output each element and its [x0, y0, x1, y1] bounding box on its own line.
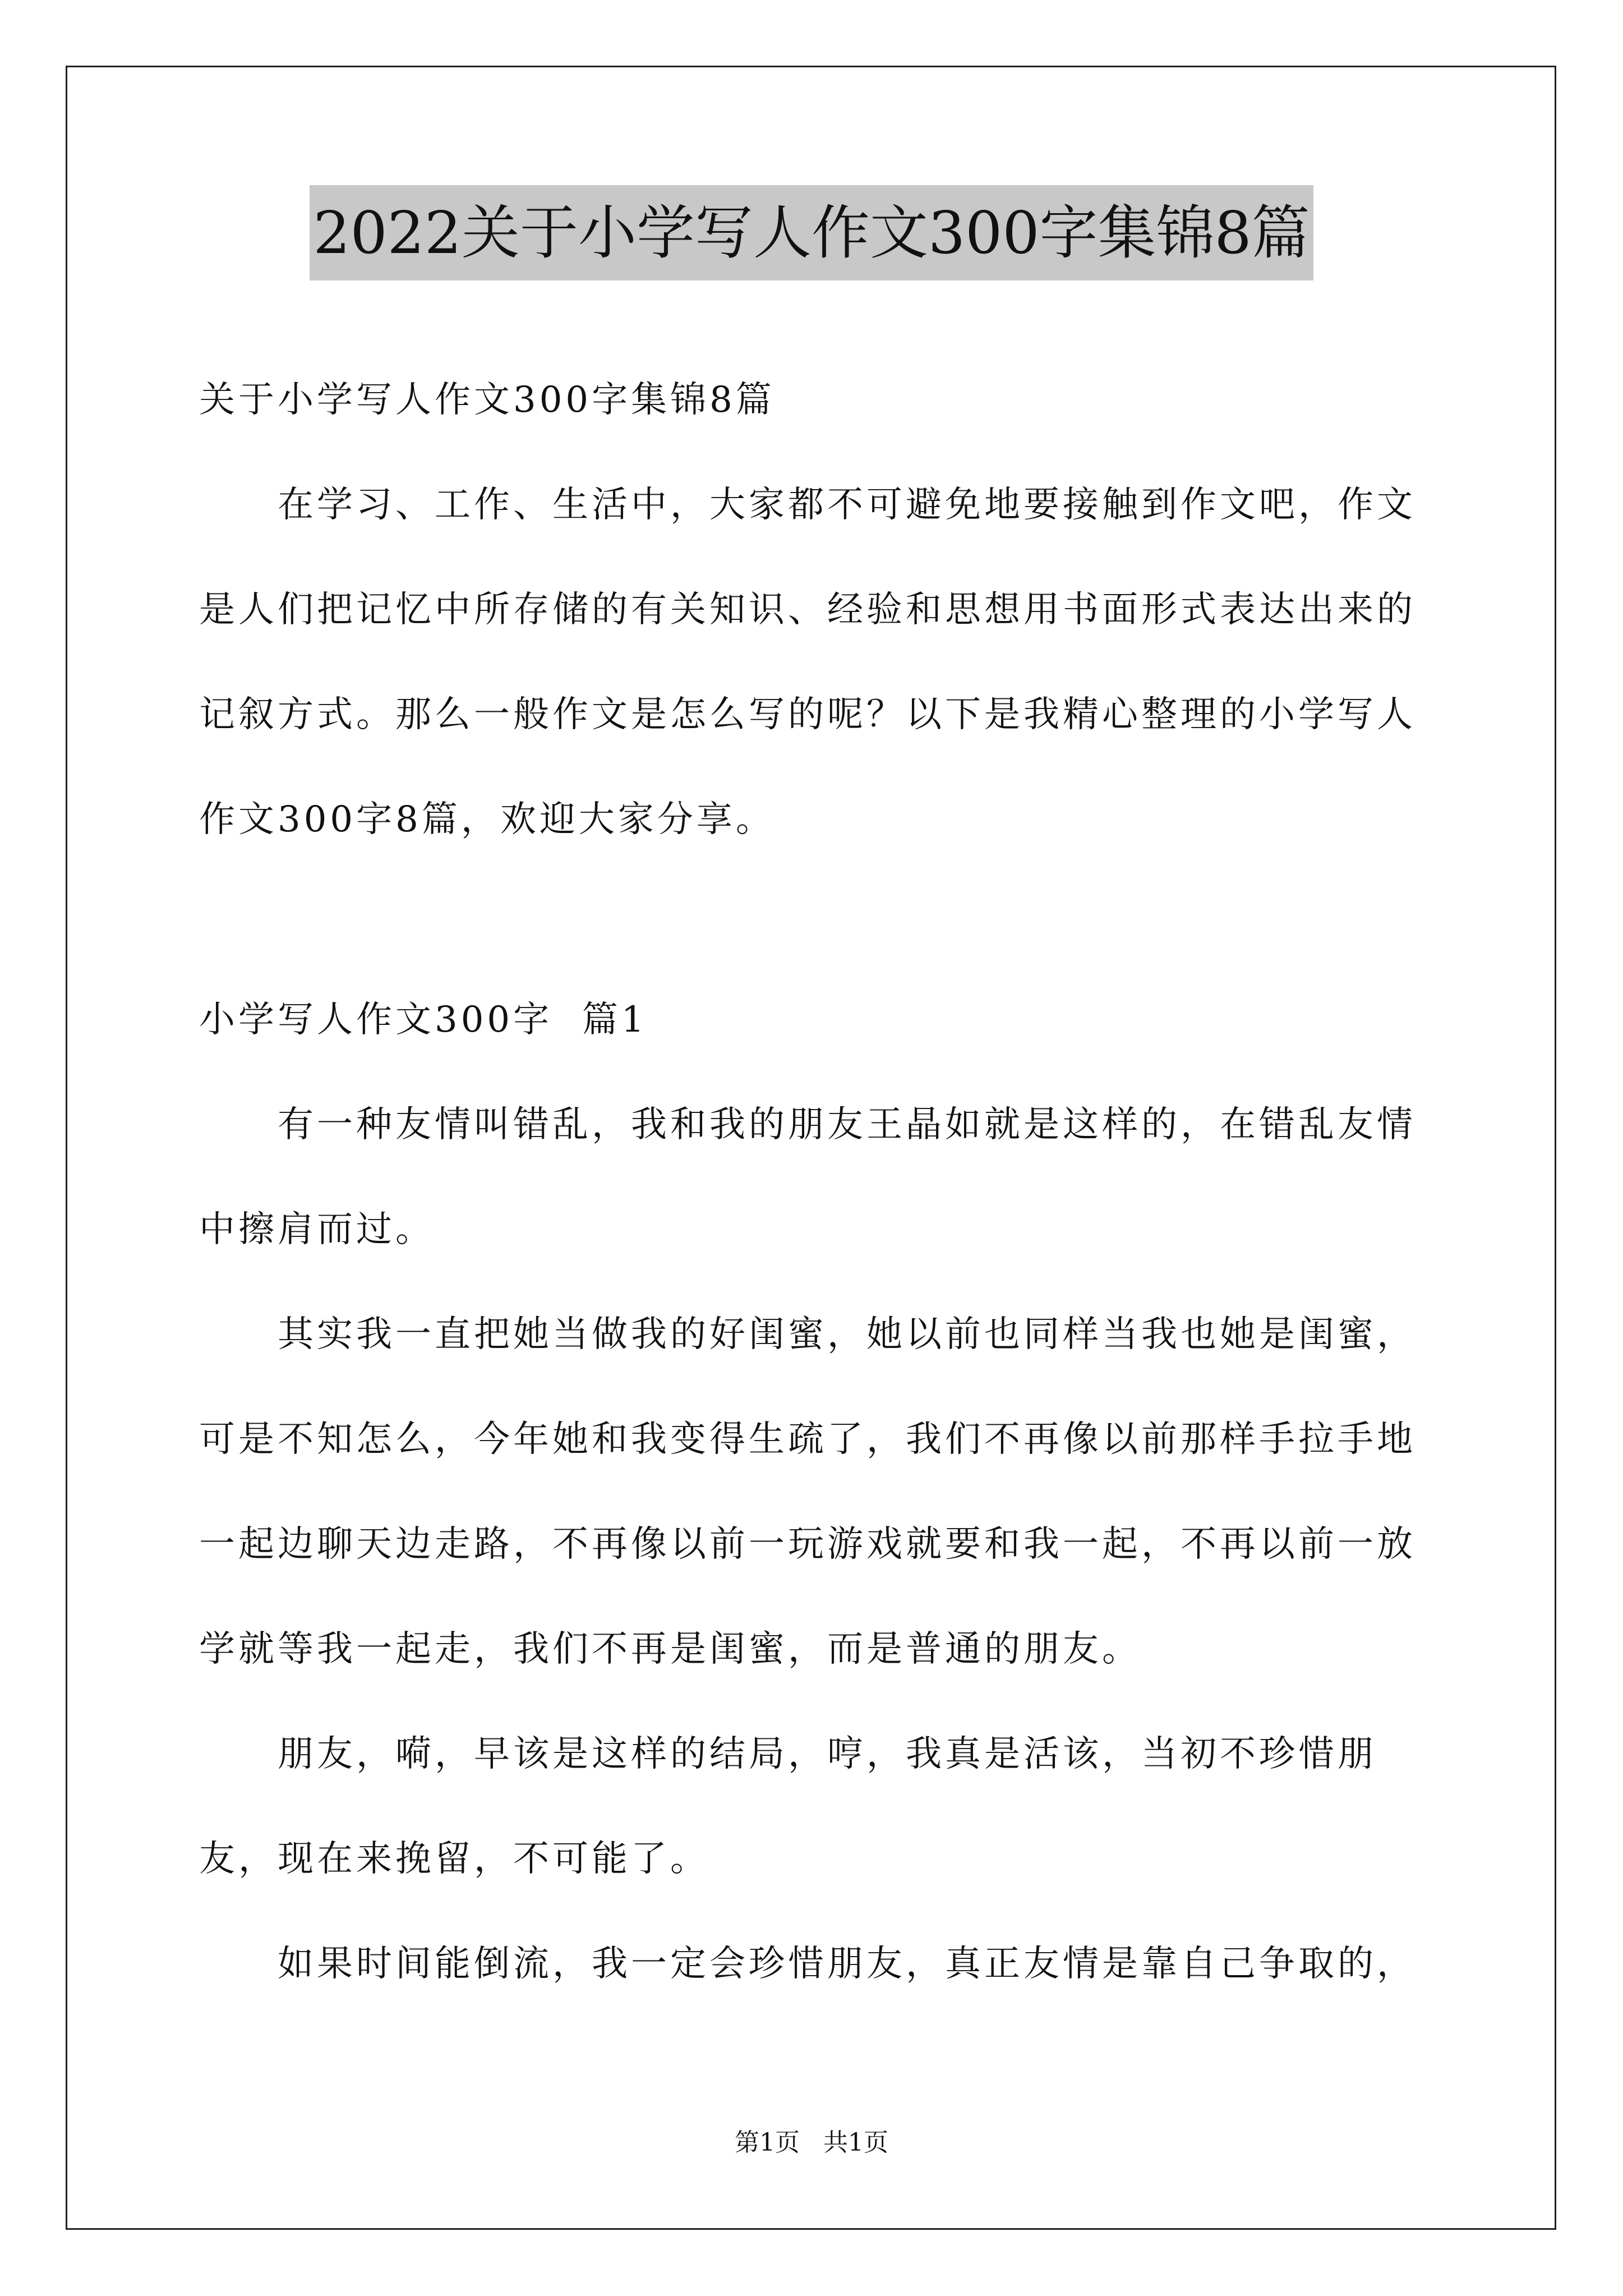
body-paragraph: 有一种友情叫错乱，我和我的朋友王晶如就是这样的，在错乱友情中擦肩而过。	[199, 1104, 1416, 1250]
intro-paragraph: 在学习、工作、生活中，大家都不可避免地要接触到作文吧，作文是人们把记忆中所存储的有关知识、经验和思想用书面形式表达出来的记叙方式。那么一般作文是怎么写的呢？以下是我精心整理的小学写人作文300字8篇，欢迎大家分享。	[199, 484, 1416, 840]
document-title	[0, 185, 1623, 280]
body-paragraph: 如果时间能倒流，我一定会珍惜朋友，真正友情是靠自己争取的，	[278, 1943, 1416, 1985]
page-number: 第1页 共1页	[735, 2128, 888, 2157]
document-title-text: 2022关于小学写人作文300字集锦8篇	[310, 185, 1313, 280]
section-spacer	[199, 872, 1433, 968]
section-heading: 小学写人作文300字 篇1	[199, 999, 648, 1041]
page-footer	[0, 2126, 1623, 2160]
body-paragraph: 朋友，嗬，早该是这样的结局，哼，我真是活该，当初不珍惜朋友，现在来挽留，不可能了。	[199, 1733, 1377, 1880]
document-subtitle: 关于小学写人作文300字集锦8篇	[199, 379, 775, 421]
body-paragraph: 其实我一直把她当做我的好闺蜜，她以前也同样当我也她是闺蜜，可是不知怎么，今年她和我变得生疏了，我们不再像以前那样手拉手地一起边聊天边走路，不再像以前一玩游戏就要和我一起，不再以前一放学就等我一起走，我们不再是闺蜜，而是普通的朋友。	[199, 1314, 1416, 1670]
document-body	[199, 348, 1433, 2017]
